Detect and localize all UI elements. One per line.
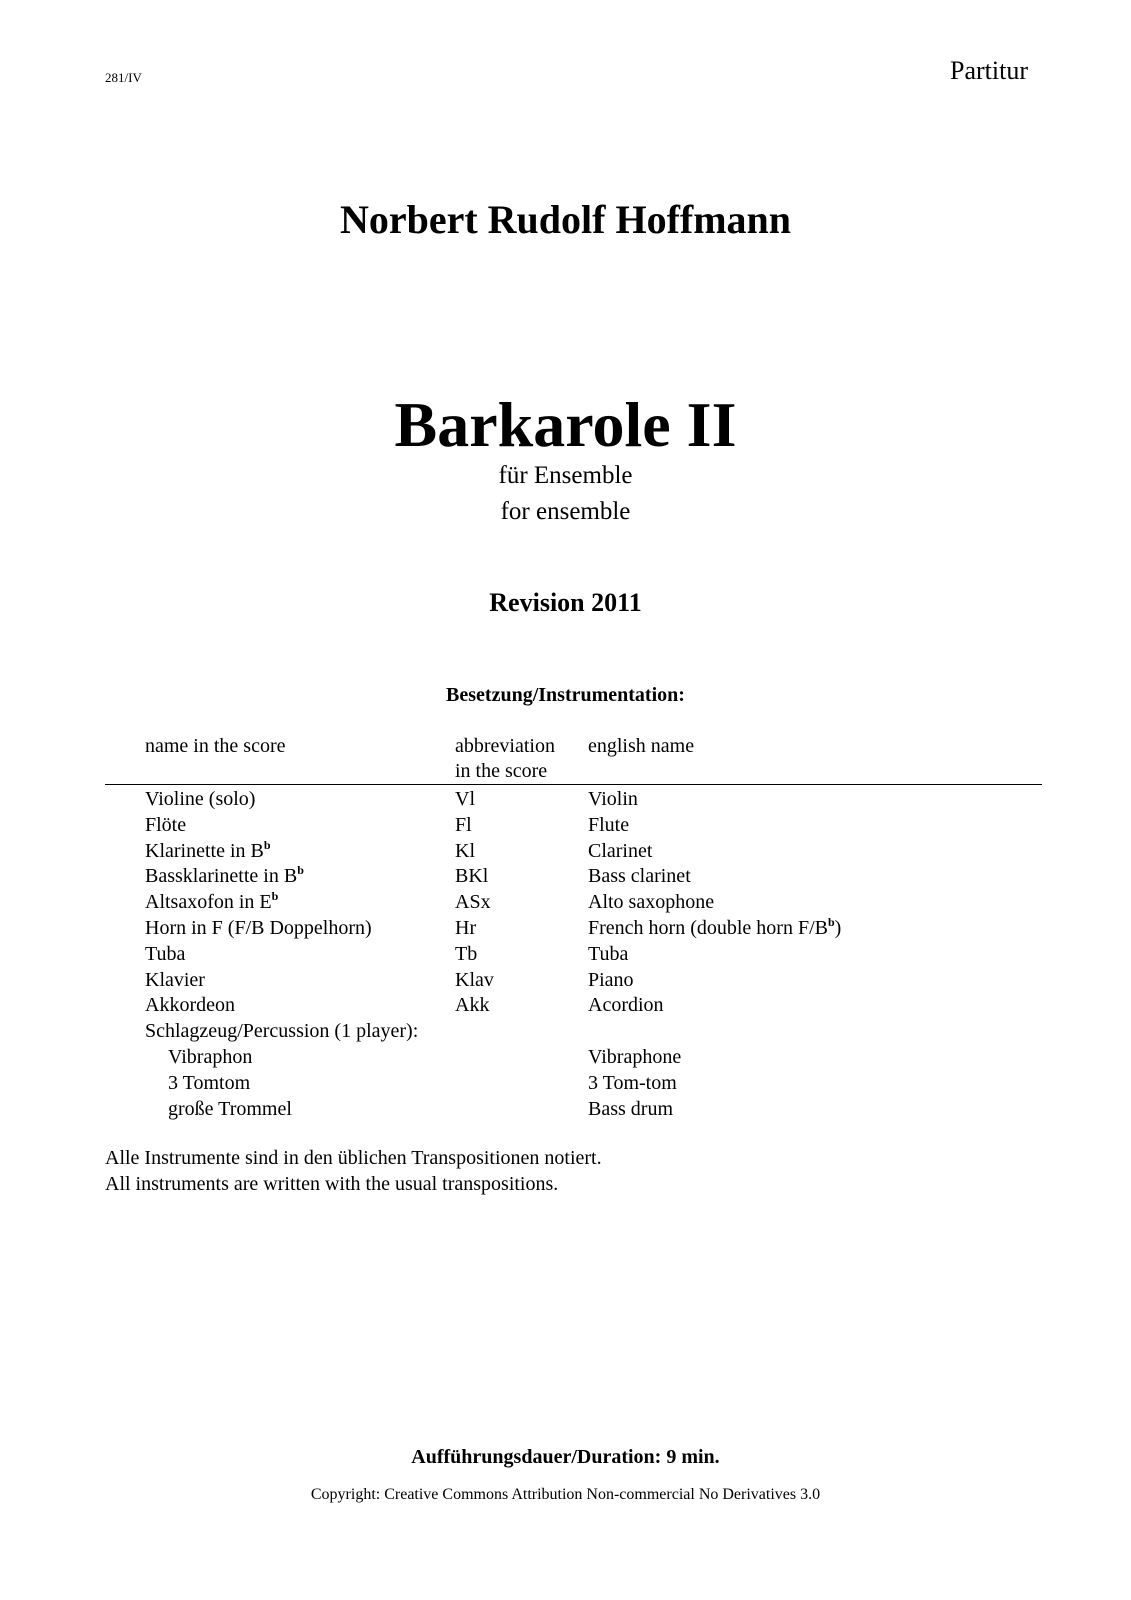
instrument-abbreviation: Vl <box>455 788 475 810</box>
transposition-note-english: All instruments are written with the usual transpositions. <box>105 1173 559 1195</box>
instrument-name-cell <box>145 968 205 994</box>
instrument-name: Horn in F (F/B Doppelhorn) <box>145 916 372 939</box>
instrument-name: Flöte <box>145 813 187 836</box>
instrument-english-cell <box>588 864 691 890</box>
instrument-english-cell <box>588 787 638 813</box>
instrument-name: Violine (solo) <box>145 788 256 810</box>
table-row <box>105 968 1042 994</box>
table-row <box>105 916 1042 942</box>
table-row <box>105 942 1042 968</box>
work-title: Barkarole II <box>394 389 737 460</box>
instrument-name-cell <box>145 787 255 813</box>
instrument-name: Klarinette in B <box>145 839 264 862</box>
table-row <box>105 890 1042 916</box>
instrument-english-cell <box>588 993 664 1019</box>
subtitle-english: for ensemble <box>500 498 631 525</box>
table-row <box>105 813 1042 839</box>
instrument-name-cell <box>145 993 235 1019</box>
copyright: Copyright: Creative Commons Attribution Non-commercial No Derivatives 3.0 <box>310 1486 821 1503</box>
table-row <box>105 1045 1042 1071</box>
instrument-name: Akkordeon <box>145 994 235 1017</box>
duration: Aufführungsdauer/Duration: 9 min. <box>411 1446 720 1468</box>
instrument-english-cell <box>588 1097 673 1123</box>
subtitle-german: für Ensemble <box>498 462 633 489</box>
instrument-abbreviation: BKl <box>455 865 489 888</box>
instrument-english-name: Clarinet <box>588 839 653 862</box>
table-row <box>105 864 1042 890</box>
instrument-english-cell <box>588 916 841 942</box>
revision: Revision 2011 <box>489 588 642 617</box>
instrument-name: große Trommel <box>168 1097 292 1120</box>
table-row <box>105 1071 1042 1097</box>
instrument-abbreviation: Kl <box>455 839 475 862</box>
column-header-abbreviation <box>455 734 555 784</box>
instrument-name-cell <box>145 890 278 916</box>
instrument-name-cell <box>145 916 372 942</box>
instrument-name-cell <box>145 942 185 968</box>
instrument-english-name: 3 Tom-tom <box>588 1071 677 1094</box>
document-type: Partitur <box>950 56 1028 85</box>
instrument-english-name: Alto saxophone <box>588 891 715 914</box>
table-row <box>105 787 1042 813</box>
composer-name: Norbert Rudolf Hoffmann <box>339 197 792 242</box>
instrument-english-name: Violin <box>588 788 638 810</box>
instrument-name-cell <box>145 1019 418 1045</box>
instrument-english-name: French horn (double horn F/B <box>588 916 828 939</box>
instrument-abbreviation: Klav <box>455 968 494 991</box>
instrument-name: Schlagzeug/Percussion (1 player): <box>145 1020 419 1043</box>
instrument-english-name: Tuba <box>588 942 629 965</box>
flat-superscript: b <box>263 837 271 852</box>
instrument-name: Bassklarinette in B <box>145 865 298 888</box>
instrument-name: 3 Tomtom <box>168 1071 251 1094</box>
catalog-number: 281/IV <box>105 70 142 85</box>
instrument-english-cell <box>588 813 629 839</box>
table-header <box>105 734 1042 785</box>
instrument-english-cell <box>588 890 714 916</box>
instrument-abbreviation: Fl <box>455 813 472 836</box>
flat-superscript: b <box>297 863 304 878</box>
table-row <box>105 839 1042 865</box>
instrument-english-name: Bass drum <box>588 1097 673 1120</box>
column-header-abbreviation-line1: abbreviation <box>455 735 555 757</box>
table-body <box>105 785 1042 1122</box>
instrument-english-name: Flute <box>588 813 630 836</box>
instrument-name-cell <box>168 1071 250 1097</box>
instrument-english-cell <box>588 968 634 994</box>
instrument-english-suffix: ) <box>834 916 842 939</box>
instrumentation-heading: Besetzung/Instrumentation: <box>446 684 685 706</box>
instrument-name-cell <box>145 839 271 865</box>
transposition-note-german: Alle Instrumente sind in den üblichen Transpositionen notiert. <box>105 1147 602 1169</box>
instrument-abbreviation: Hr <box>455 916 477 939</box>
instrument-english-name: Vibraphone <box>588 1045 682 1068</box>
instrument-english-cell <box>588 1071 677 1097</box>
instrument-english-cell <box>588 839 652 865</box>
flat-superscript: b <box>271 889 279 904</box>
instrument-name: Tuba <box>145 942 186 965</box>
column-header-name: name in the score <box>145 735 286 757</box>
instrument-english-cell <box>588 1045 681 1071</box>
column-header-english: english name <box>588 735 695 757</box>
table-row <box>105 1097 1042 1123</box>
column-header-abbreviation-line2: in the score <box>455 760 548 782</box>
instrument-name-cell <box>168 1045 252 1071</box>
instrument-abbreviation: Tb <box>455 942 478 965</box>
instrument-name-cell <box>168 1097 292 1123</box>
instrument-english-name: Bass clarinet <box>588 865 691 888</box>
instrument-english-cell <box>588 942 628 968</box>
instrument-name-cell <box>145 813 186 839</box>
instrument-abbreviation: ASx <box>455 891 491 914</box>
instrument-name-cell <box>145 864 304 890</box>
instrument-english-name: Piano <box>588 968 634 991</box>
instrumentation-table <box>105 734 1042 1122</box>
instrument-name: Vibraphon <box>168 1045 253 1068</box>
instrument-abbreviation: Akk <box>455 994 490 1017</box>
instrument-name: Altsaxofon in E <box>145 891 272 914</box>
instrument-name: Klavier <box>145 968 205 991</box>
flat-superscript: b <box>827 914 835 929</box>
instrument-english-name: Acordion <box>588 994 664 1017</box>
table-row <box>105 993 1042 1019</box>
table-row <box>105 1019 1042 1045</box>
